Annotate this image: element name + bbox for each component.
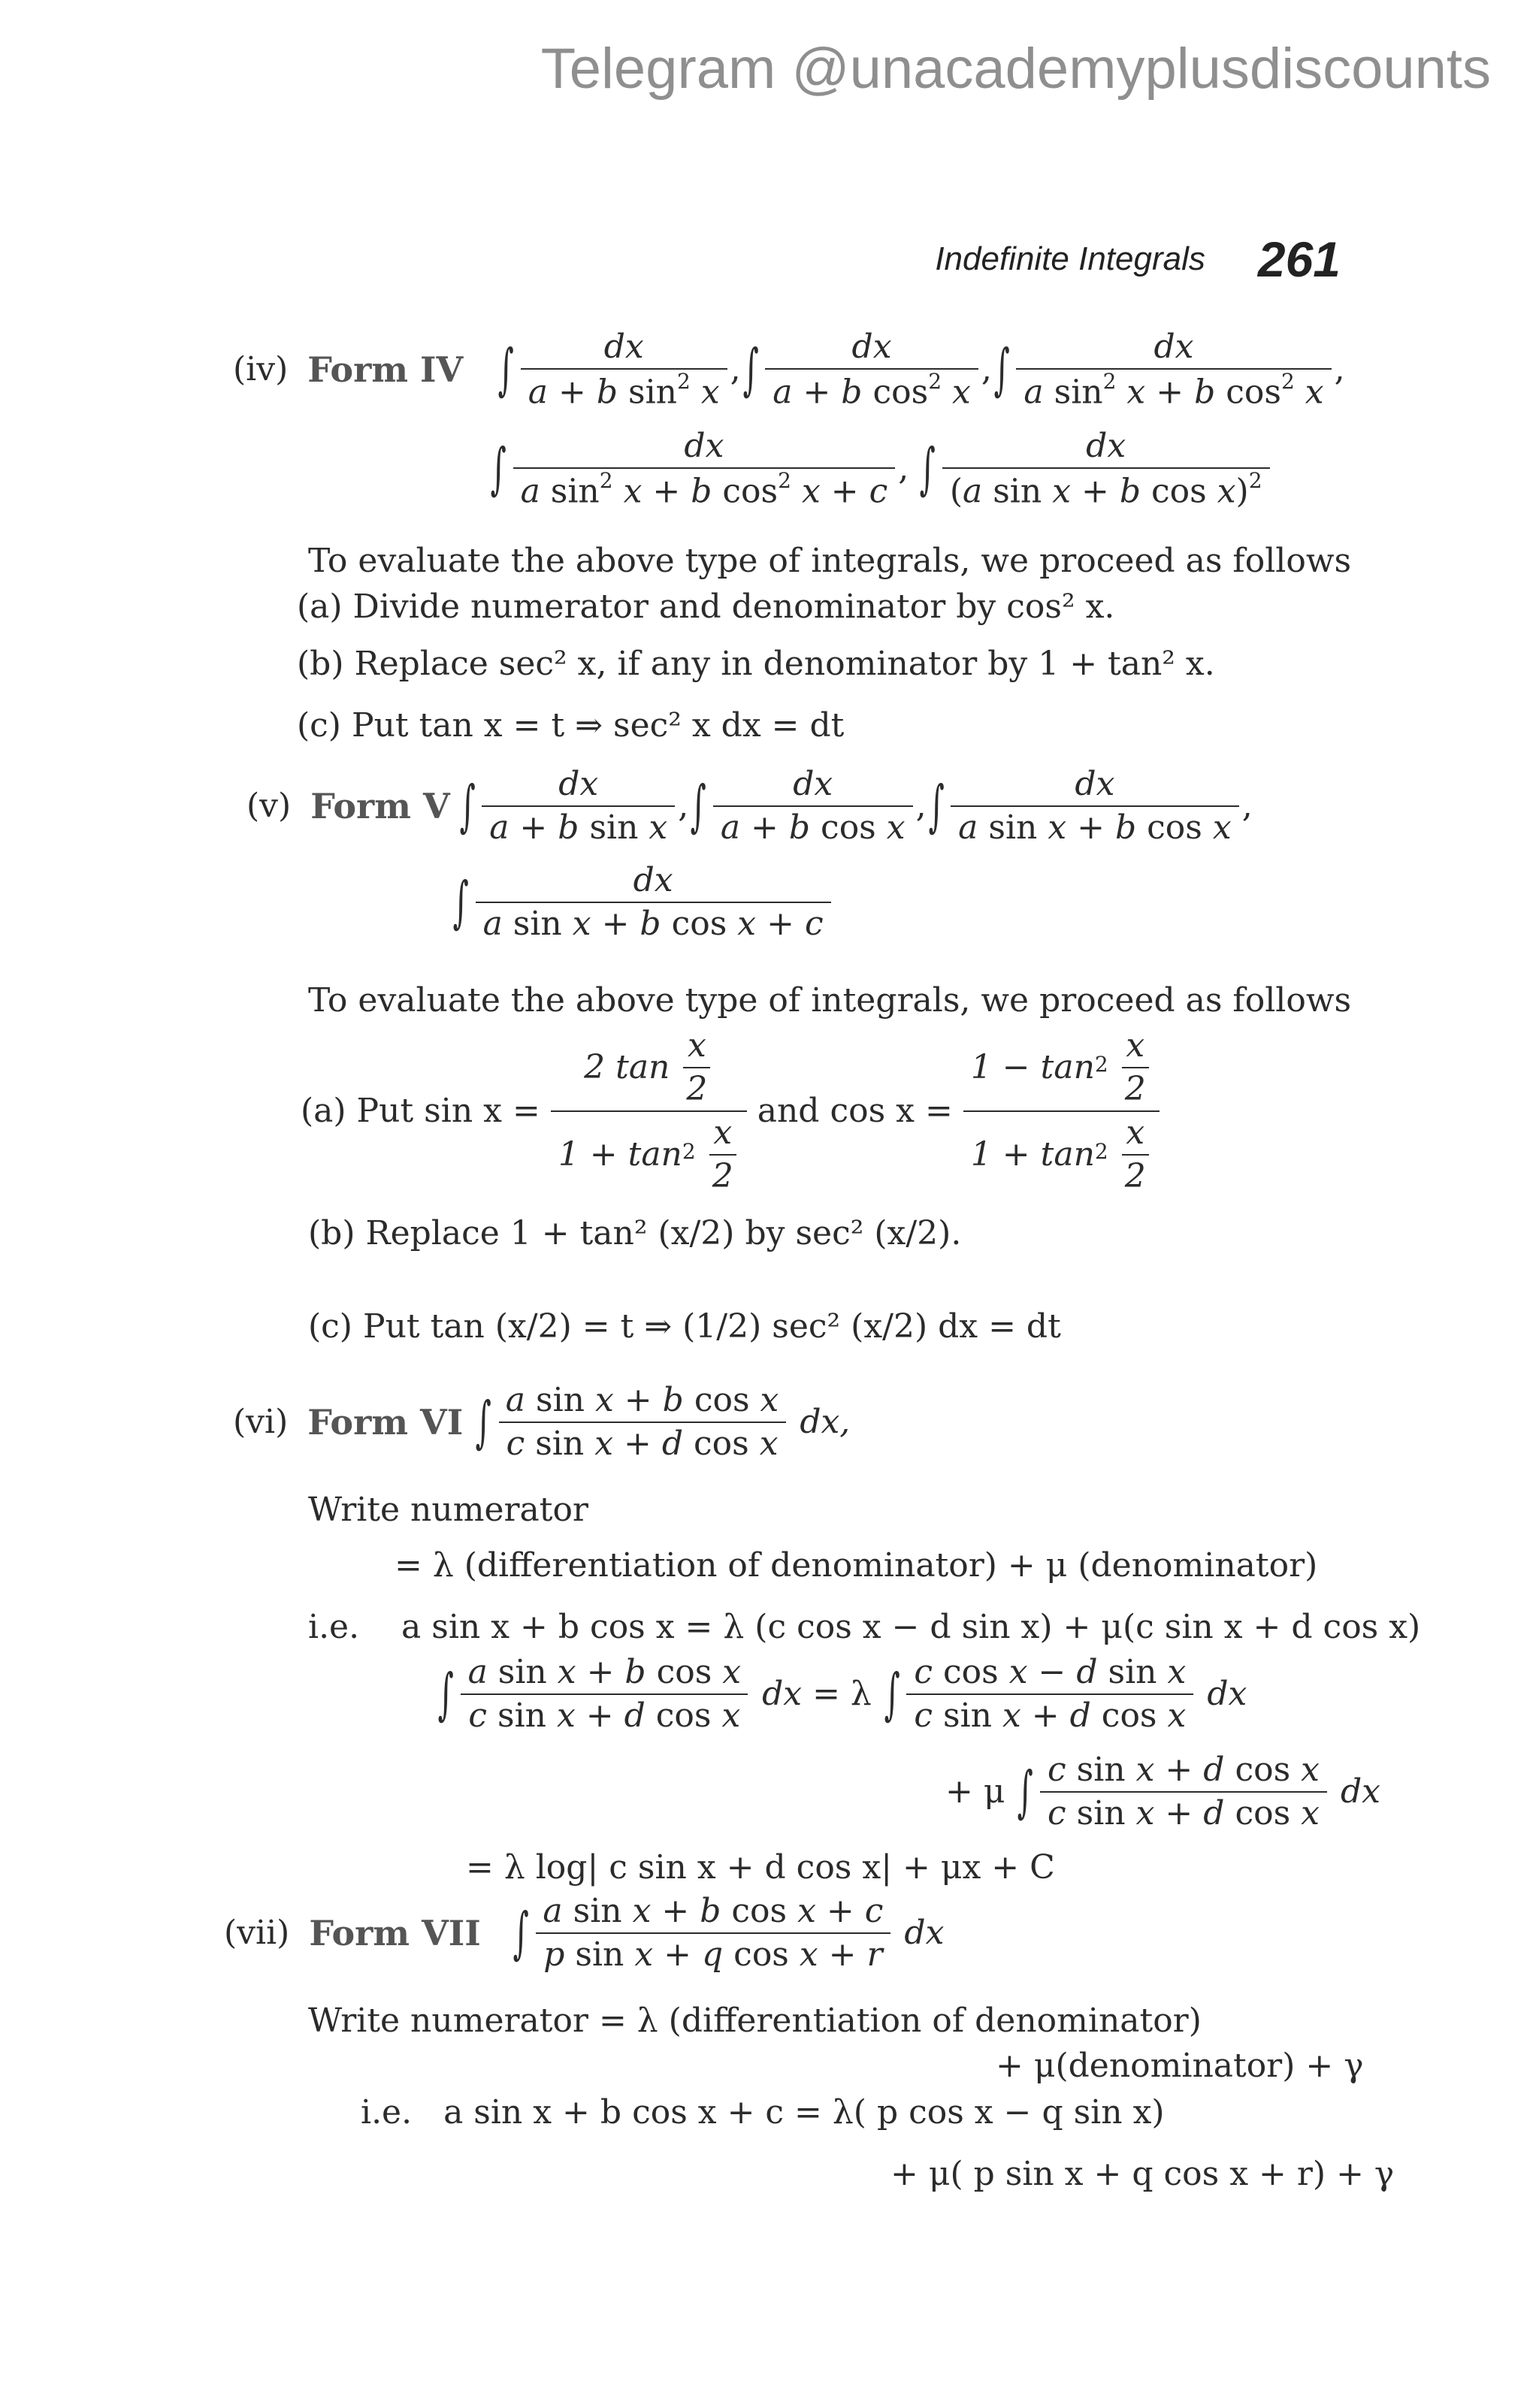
form-v-heading	[246, 765, 1253, 847]
form-vi-identity: a sin x + b cos x = λ (c cos x − d sin x) + μ(c sin x + d cos x)	[401, 1608, 1421, 1646]
form-vii-write-cont: + μ(denominator) + γ	[996, 2047, 1364, 2085]
form-vi-rule: = λ (differentiation of denominator) + μ (denominator)	[395, 1546, 1318, 1585]
form-v-step-a-text: (a) Put sin x =	[301, 1092, 540, 1130]
form-vii-identity-row	[361, 2093, 1165, 2132]
form-v-integral-line2: ∫ $\frac{dx}{\text{a sin x + b cos x + c}}$	[451, 864, 834, 941]
form-vi-numeral: (vi)	[233, 1403, 289, 1441]
form-vi-identity-row	[308, 1608, 1421, 1646]
form-vi-ie: i.e.	[308, 1608, 360, 1646]
form-iv-intro: To evaluate the above type of integrals, we proceed as follows	[308, 542, 1352, 580]
running-title: Indefinite Integrals	[935, 240, 1205, 277]
form-v-integrals-line1: ∫ $\frac{dx}{\text{a + b sin x}}$ , ∫ $\frac{dx}{\text{a + b cos x}}$ , ∫ $\frac{dx}{\text{a sin x + b cos x}}$ ,	[459, 765, 1253, 847]
form-v-step-b: (b) Replace 1 + tan² (x/2) by sec² (x/2).	[308, 1214, 962, 1252]
form-iv-integrals-line1: ∫ $\frac{dx}{a + b \sin^2 x}$ , ∫ $\frac{dx}{a + b \cos^2 x}$ , ∫ $\frac{dx}{a \sin^2 x + b \cos^2 x}$ ,	[497, 328, 1345, 412]
form-vi-result: = λ log| c sin x + d cos x| + μx + C	[466, 1848, 1055, 1887]
form-vii-ie: i.e.	[361, 2093, 413, 2132]
form-vi-integral-eq: ∫ $\frac{\text{a sin x + b cos x}}{\text{c sin x + d cos x}}$ dx = λ ∫ $\frac{\text{c cos x − d sin x}}{\text{c sin x + d cos x}}$ dx	[437, 1653, 1247, 1735]
form-iv-heading	[233, 328, 1345, 412]
form-vii-write: Write numerator = λ (differentiation of denominator)	[308, 2002, 1202, 2040]
form-v-numeral: (v)	[246, 787, 292, 825]
page-header	[935, 225, 1341, 293]
form-iv-integrals-line2: ∫ $\frac{dx}{a \sin^2 x + b \cos^2 x + c}$ , ∫ $\frac{dx}{(a \sin x + b \cos x)^2}$	[488, 430, 1273, 509]
form-vii-identity: a sin x + b cos x + c = λ( p cos x − q sin x)	[443, 2093, 1165, 2132]
form-v-and-cos: and cos x =	[757, 1092, 953, 1130]
form-iv-step-a: (a) Divide numerator and denominator by cos² x.	[297, 588, 1115, 626]
form-iv-numeral: (iv)	[233, 350, 289, 389]
form-v-intro: To evaluate the above type of integrals, we proceed as follows	[308, 981, 1352, 1020]
form-iv-step-b: (b) Replace sec² x, if any in denominator by 1 + tan² x.	[297, 645, 1215, 683]
form-vi-write: Write numerator	[308, 1491, 588, 1529]
page-number: 261	[1257, 231, 1341, 287]
form-vii-identity-cont: + μ( p sin x + q cos x + r) + γ	[890, 2155, 1395, 2193]
form-vii-label: Form VII	[309, 1913, 481, 1953]
watermark: Telegram @unacademyplusdiscounts	[540, 37, 1491, 101]
form-vi-integral-eq-cont: + μ ∫ $\frac{\text{c sin x + d cos x}}{\text{c sin x + d cos x}}$ dx	[945, 1751, 1380, 1832]
form-vi-label: Form VI	[307, 1402, 464, 1443]
form-iv-step-c: (c) Put tan x = t ⇒ sec² x dx = dt	[297, 706, 845, 745]
form-vii-heading: (vii) Form VII ∫ $\frac{\text{a sin x + b cos x + c}}{\text{p sin x + q cos x + r}}$ dx	[224, 1892, 945, 1974]
form-v-step-c: (c) Put tan (x/2) = t ⇒ (1/2) sec² (x/2) dx = dt	[308, 1307, 1061, 1346]
form-v-step-a: (a) Put sin x = 2 tan $\frac{x}{2}$ 1 + tan $^2$ $\frac{x}{2}$ and cos x = 1 − tan $^2$ $\frac{x}{2}$ 1 + tan $^2$ $\frac{x}{2}$	[301, 1029, 1163, 1193]
form-v-label: Form V	[310, 786, 450, 826]
form-iv-label: Form IV	[307, 349, 464, 391]
form-vii-numeral: (vii)	[224, 1914, 290, 1952]
form-vi-heading: (vi) Form VI ∫ $\frac{\text{a sin x + b cos x}}{\text{c sin x + d cos x}}$ dx,	[233, 1381, 851, 1463]
